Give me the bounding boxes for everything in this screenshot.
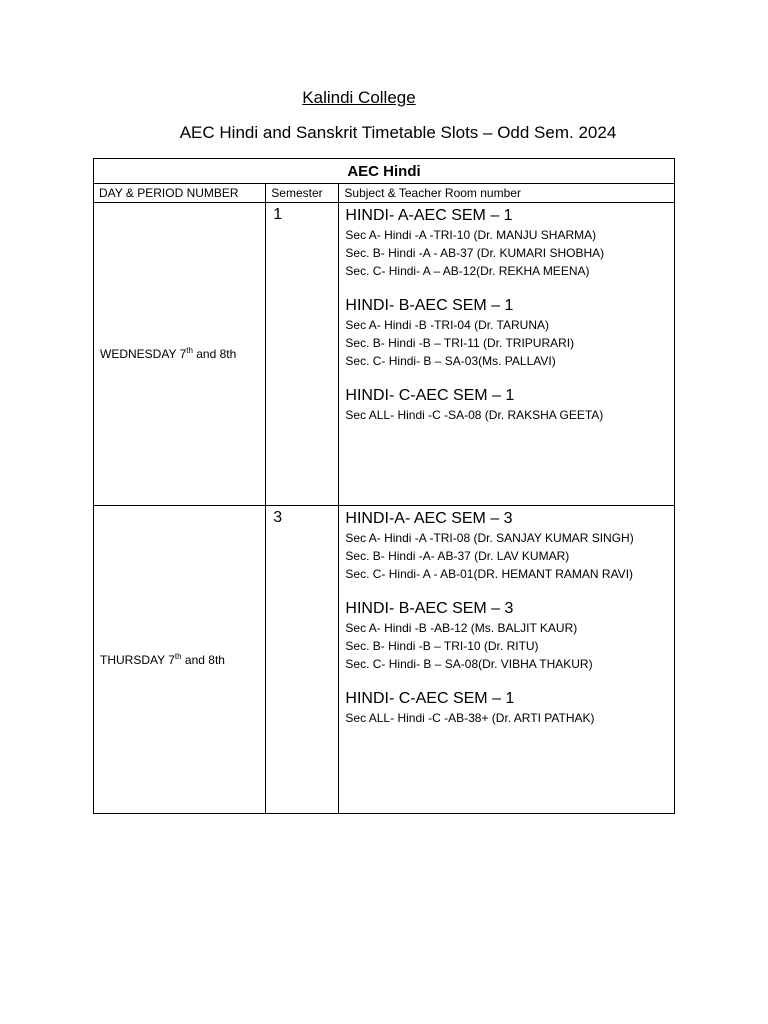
column-header-subject: Subject & Teacher Room number bbox=[339, 184, 675, 203]
semester-cell: 1 bbox=[266, 203, 339, 505]
day-suffix: and 8th bbox=[181, 652, 225, 667]
day-label: WEDNESDAY 7 bbox=[100, 347, 187, 362]
section-line: Sec ALL- Hindi -C -SA-08 (Dr. RAKSHA GEETA) bbox=[345, 408, 604, 423]
subject-group bbox=[345, 509, 674, 583]
semester-cell: 3 bbox=[266, 505, 339, 814]
subject-cell bbox=[339, 203, 675, 505]
group-title: HINDI- C-AEC SEM – 1 bbox=[345, 689, 515, 707]
section-line: Sec. C- Hindi- A – AB-12(Dr. REKHA MEENA) bbox=[345, 264, 590, 279]
section-line: Sec A- Hindi -B -AB-12 (Ms. BALJIT KAUR) bbox=[345, 620, 578, 635]
group-title: HINDI- C-AEC SEM – 1 bbox=[345, 387, 515, 405]
section-line: Sec A- Hindi -B -TRI-04 (Dr. TARUNA) bbox=[345, 318, 549, 333]
subject-cell bbox=[339, 505, 675, 814]
subject-group bbox=[345, 386, 674, 424]
group-title: HINDI- B-AEC SEM – 3 bbox=[345, 599, 514, 617]
day-cell bbox=[94, 203, 266, 505]
group-title: HINDI-A- AEC SEM – 3 bbox=[345, 509, 513, 527]
day-superscript: th bbox=[186, 346, 193, 356]
subject-group bbox=[345, 689, 674, 727]
section-line: Sec A- Hindi -A -TRI-08 (Dr. SANJAY KUMAR SINGH) bbox=[345, 530, 634, 545]
column-header-day: DAY & PERIOD NUMBER bbox=[94, 184, 266, 203]
column-header-semester: Semester bbox=[266, 184, 339, 203]
table-row bbox=[94, 505, 675, 814]
timetable bbox=[93, 158, 675, 814]
section-line: Sec. B- Hindi -A- AB-37 (Dr. LAV KUMAR) bbox=[345, 548, 570, 563]
section-line: Sec. C- Hindi- A - AB-01(DR. HEMANT RAMAN RAVI) bbox=[345, 566, 634, 581]
document-title: AEC Hindi and Sanskrit Timetable Slots – Odd Sem. 2024 bbox=[179, 123, 617, 142]
college-name: Kalindi College bbox=[302, 88, 416, 107]
section-line: Sec A- Hindi -A -TRI-10 (Dr. MANJU SHARMA) bbox=[345, 228, 597, 243]
day-suffix: and 8th bbox=[192, 347, 237, 362]
day-cell bbox=[94, 505, 266, 814]
day-label: THURSDAY 7 bbox=[100, 652, 175, 667]
subject-group bbox=[345, 296, 674, 370]
section-line: Sec ALL- Hindi -C -AB-38+ (Dr. ARTI PATHAK) bbox=[345, 710, 595, 725]
section-line: Sec. B- Hindi -A - AB-37 (Dr. KUMARI SHOBHA) bbox=[345, 246, 605, 261]
group-title: HINDI- A-AEC SEM – 1 bbox=[345, 207, 513, 225]
group-title: HINDI- B-AEC SEM – 1 bbox=[345, 297, 514, 315]
table-row bbox=[94, 203, 675, 505]
day-superscript: th bbox=[174, 651, 182, 661]
section-line: Sec. B- Hindi -B – TRI-11 (Dr. TRIPURARI) bbox=[345, 336, 575, 351]
subject-group bbox=[345, 206, 674, 280]
section-line: Sec. B- Hindi -B – TRI-10 (Dr. RITU) bbox=[345, 638, 539, 653]
section-line: Sec. C- Hindi- B – SA-08(Dr. VIBHA THAKUR) bbox=[345, 656, 593, 671]
section-line: Sec. C- Hindi- B – SA-03(Ms. PALLAVI) bbox=[345, 354, 556, 369]
section-title: AEC Hindi bbox=[94, 159, 675, 184]
subject-group bbox=[345, 599, 674, 673]
